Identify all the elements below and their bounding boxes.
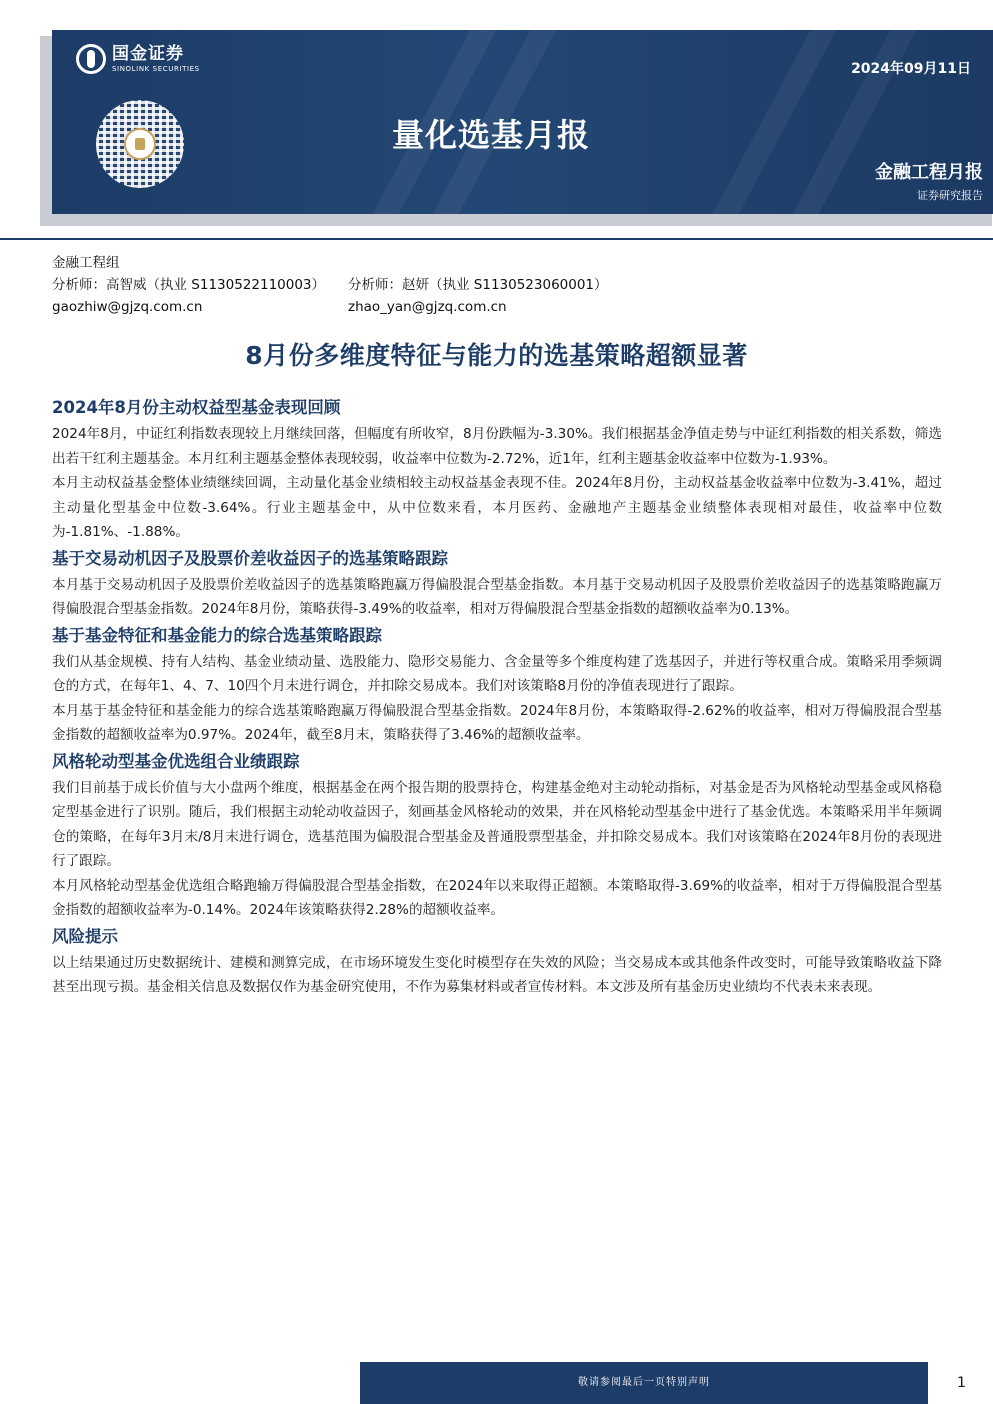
paragraph: 本月主动权益基金整体业绩继续回调，主动量化基金业绩相较主动权益基金表现不佳。2024年8月份，主动权益基金收益率中位数为-3.41%，超过主动量化型基金中位数-3.64%。行业主题基金中，从中位数来看，本月医药、金融地产主题基金业绩整体表现相对最佳，收益率中位数为-1.81%、-1.88%。	[52, 475, 942, 540]
qr-code-center-logo	[124, 128, 156, 160]
analyst-2: 分析师：赵妍（执业 S1130523060001）	[348, 277, 608, 293]
analyst-1: 分析师：高智威（执业 S1130522110003）	[52, 277, 326, 293]
header-divider	[0, 238, 993, 240]
report-date: 2024年09月11日	[851, 61, 971, 77]
paragraph: 本月风格轮动型基金优选组合略跑输万得偏股混合型基金指数，在2024年以来取得正超额。本策略取得-3.69%的收益率，相对于万得偏股混合型基金指数的超额收益率为-0.14%。2024年该策略获得2.28%的超额收益率。	[52, 877, 942, 918]
paragraph: 本月基于交易动机因子及股票价差收益因子的选基策略跑赢万得偏股混合型基金指数。本月基于交易动机因子及股票价差收益因子的选基策略跑赢万得偏股混合型基金指数。2024年8月份，策略获得-3.49%的收益率，相对万得偏股混合型基金指数的超额收益率为0.13%。	[52, 576, 942, 617]
paragraph: 以上结果通过历史数据统计、建模和测算完成，在市场环境发生变化时模型存在失效的风险；当交易成本或其他条件改变时，可能导致策略收益下降甚至出现亏损。基金相关信息及数据仅作为基金研究使用，不作为募集材料或者宣传材料。本文涉及所有基金历史业绩均不代表未来表现。	[52, 954, 942, 995]
section-title: 风格轮动型基金优选组合业绩跟踪	[52, 751, 300, 771]
footer-disclaimer: 敬请参阅最后一页特别声明	[360, 1362, 928, 1404]
report-title: 量化选基月报	[392, 116, 591, 154]
section-title: 2024年8月份主动权益型基金表现回顾	[52, 398, 341, 417]
section-composite-strategy	[52, 622, 942, 748]
section-fund-review	[52, 394, 942, 545]
analyst-2-email[interactable]: zhao_yan@gjzq.com.cn	[348, 299, 507, 315]
header-banner	[52, 30, 993, 214]
paragraph: 本月基于基金特征和基金能力的综合选基策略跑赢万得偏股混合型基金指数。2024年8月份，本策略取得-2.62%的收益率，相对万得偏股混合型基金指数的超额收益率为0.97%。2024年，截至8月末，策略获得了3.46%的超额收益率。	[52, 702, 942, 743]
qr-code-icon	[96, 100, 184, 188]
report-type: 金融工程月报	[875, 162, 983, 183]
brand-logo-cn: 国金证券	[112, 43, 184, 64]
section-trading-motive-strategy	[52, 545, 942, 622]
section-title: 基于交易动机因子及股票价差收益因子的选基策略跟踪	[52, 548, 448, 568]
page-number: 1	[957, 1375, 966, 1391]
paragraph: 我们从基金规模、持有人结构、基金业绩动量、选股能力、隐形交易能力、含金量等多个维度构建了选基因子，并进行等权重合成。策略采用季频调仓的方式，在每年1、4、7、10四个月末进行调仓，并扣除交易成本。我们对该策略8月份的净值表现进行了跟踪。	[52, 653, 942, 694]
section-style-rotation	[52, 748, 942, 923]
paragraph: 2024年8月，中证红利指数表现较上月继续回落，但幅度有所收窄，8月份跌幅为-3.30%。我们根据基金净值走势与中证红利指数的相关系数，筛选出若干红利主题基金。本月红利主题基金整体表现较弱，收益率中位数为-2.72%，近1年，红利主题基金收益率中位数为-1.93%。	[52, 426, 942, 467]
author-block	[52, 252, 608, 318]
brand-logo	[76, 44, 200, 74]
main-title: 8月份多维度特征与能力的选基策略超额显著	[245, 341, 748, 370]
report-body	[52, 394, 942, 1000]
analyst-1-email[interactable]: gaozhiw@gjzq.com.cn	[52, 299, 203, 315]
brand-logo-icon	[76, 44, 106, 74]
report-subtype: 证券研究报告	[917, 189, 983, 202]
section-risk-warning	[52, 923, 942, 1000]
paragraph: 我们目前基于成长价值与大小盘两个维度，根据基金在两个报告期的股票持仓，构建基金绝对主动轮动指标，对基金是否为风格轮动型基金或风格稳定型基金进行了识别。随后，我们根据主动轮动收益因子，刻画基金风格轮动的效果，并在风格轮动型基金中进行了基金优选。本策略采用半年频调仓的策略，在每年3月末/8月末进行调仓，选基范围为偏股混合型基金及普通股票型基金，并扣除交易成本。我们对该策略在2024年8月份的表现进行了跟踪。	[52, 779, 942, 869]
page-footer	[0, 1362, 993, 1404]
section-title: 基于基金特征和基金能力的综合选基策略跟踪	[52, 625, 382, 645]
section-title: 风险提示	[52, 926, 118, 946]
brand-logo-en: SINOLINK SECURITIES	[112, 64, 200, 73]
research-group: 金融工程组	[52, 255, 120, 271]
